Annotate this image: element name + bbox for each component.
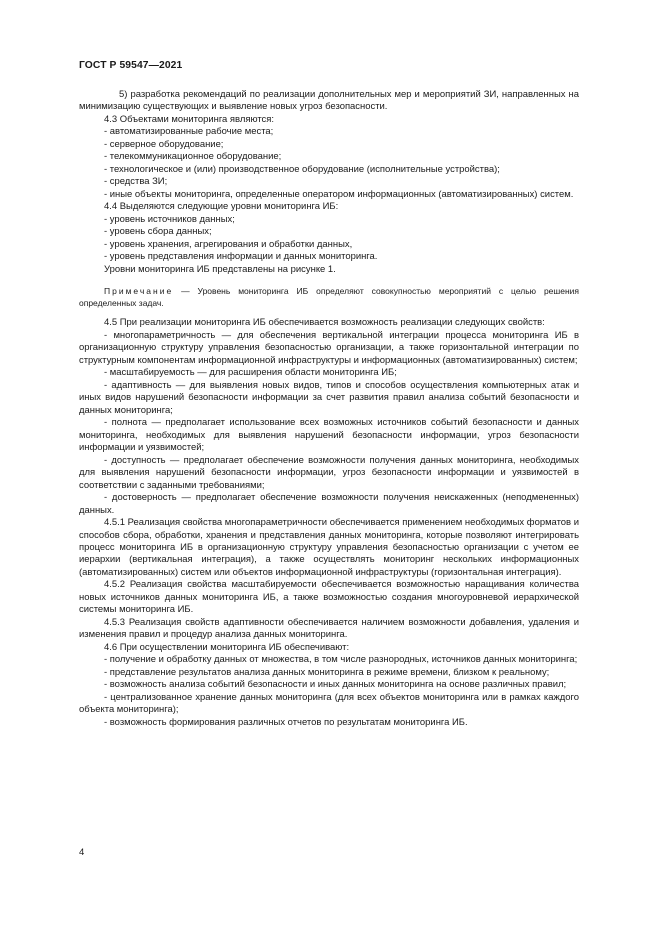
list-item: - адаптивность — для выявления новых видов, типов и способов осуществления компьютерных атак и иных видов нарушений безопасности информации за счет развития правил анализа событий безопасности и данных мониторинга; [79, 379, 579, 416]
list-item: - уровень сбора данных; [104, 226, 212, 238]
list-item: - полнота — предполагает использование всех возможных источников событий безопасности и данных мониторинга, необходимых для выявления нарушений безопасности информации, угроз безопасности информации и уязвимостей; [79, 417, 579, 454]
note-text: — Уровень мониторинга ИБ определяют совокупностью мероприятий с целью решения определенных задач. [79, 286, 579, 309]
list-item: - доступность — предполагает обеспечение возможности получения данных мониторинга, необходимых для выявления нарушений безопасности информации, угроз безопасности информации и уязвимостей в соответствии с заданными требованиями; [79, 454, 579, 491]
list-item: - телекоммуникационное оборудование; [104, 151, 282, 163]
paragraph: 4.5 При реализации мониторинга ИБ обеспечивается возможность реализации следующих свойств: [104, 317, 545, 329]
paragraph: 5) разработка рекомендаций по реализации дополнительных мер и мероприятий ЗИ, направленных на минимизацию существующих и выявление новых угроз безопасности. [79, 89, 579, 113]
paragraph: Уровни мониторинга ИБ представлены на рисунке 1. [104, 263, 336, 275]
list-item: - серверное оборудование; [104, 138, 224, 150]
list-item: - уровень представления информации и данных мониторинга. [104, 251, 378, 263]
list-item: - масштабируемость — для расширения области мониторинга ИБ; [104, 367, 397, 379]
list-item: - многопараметричность — для обеспечения вертикальной интеграции процесса мониторинга ИБ в организационную структуру управления безопасностью организации, а также горизонтальной интеграции по структурным компонентам информационной инфраструктуры и информационных (автоматизированных) систем; [79, 329, 579, 366]
list-item: - достоверность — предполагает обеспечение возможности получения неискаженных (неподмененных) данных. [79, 492, 579, 516]
document-header: ГОСТ Р 59547—2021 [79, 60, 183, 71]
paragraph: 4.6 При осуществлении мониторинга ИБ обеспечивают: [104, 641, 350, 653]
list-item: - уровень источников данных; [104, 213, 235, 225]
paragraph: 4.3 Объектами мониторинга являются: [104, 113, 274, 125]
list-item: - представление результатов анализа данных мониторинга в режиме времени, близком к реальному; [104, 666, 550, 678]
list-item: - возможность анализа событий безопасности и иных данных мониторинга на основе различных правил; [104, 679, 567, 691]
list-item: - централизованное хранение данных мониторинга (для всех объектов мониторинга или в рамках каждого объекта мониторинга); [79, 691, 579, 716]
page-body [79, 89, 579, 729]
paragraph: 4.5.3 Реализация свойств адаптивности обеспечивается наличием возможности добавления, удаления и изменения правил и процедур анализа данных мониторинга. [79, 616, 579, 641]
list-item: - возможность формирования различных отчетов по результатам мониторинга ИБ. [104, 716, 468, 728]
note [79, 285, 579, 309]
note-label: Примечание [104, 286, 174, 297]
list-item: - иные объекты мониторинга, определенные оператором информационных (автоматизированных) систем. [104, 188, 574, 200]
paragraph: 4.5.1 Реализация свойства многопараметричности обеспечивается применением необходимых форматов и способов сбора, обработки, хранения и представления данных мониторинга, которые позволяют интегрировать процесс мониторинга ИБ в организационную структуру управления безопасностью организации с учетом ее иерархии (вертикальная интеграция), а также осуществлять мониторинг нескольких информационных (автоматизированных) систем или объектов информационной инфраструктуры (горизонтальная интеграция). [79, 517, 579, 578]
paragraph: 4.5.2 Реализация свойства масштабируемости обеспечивается возможностью наращивания количества новых источников данных мониторинга ИБ, а также возможностью создания многоуровневой иерархической системы мониторинга ИБ. [79, 579, 579, 616]
list-item: - технологическое и (или) производственное оборудование (исполнительные устройства); [104, 163, 500, 175]
list-item: - получение и обработку данных от множества, в том числе разнородных, источников данных мониторинга; [104, 654, 578, 666]
list-item: - средства ЗИ; [104, 176, 168, 188]
list-item: - автоматизированные рабочие места; [104, 126, 274, 138]
list-item: - уровень хранения, агрегирования и обработки данных, [104, 238, 353, 250]
page-number: 4 [79, 847, 85, 858]
paragraph: 4.4 Выделяются следующие уровни мониторинга ИБ: [104, 201, 339, 213]
